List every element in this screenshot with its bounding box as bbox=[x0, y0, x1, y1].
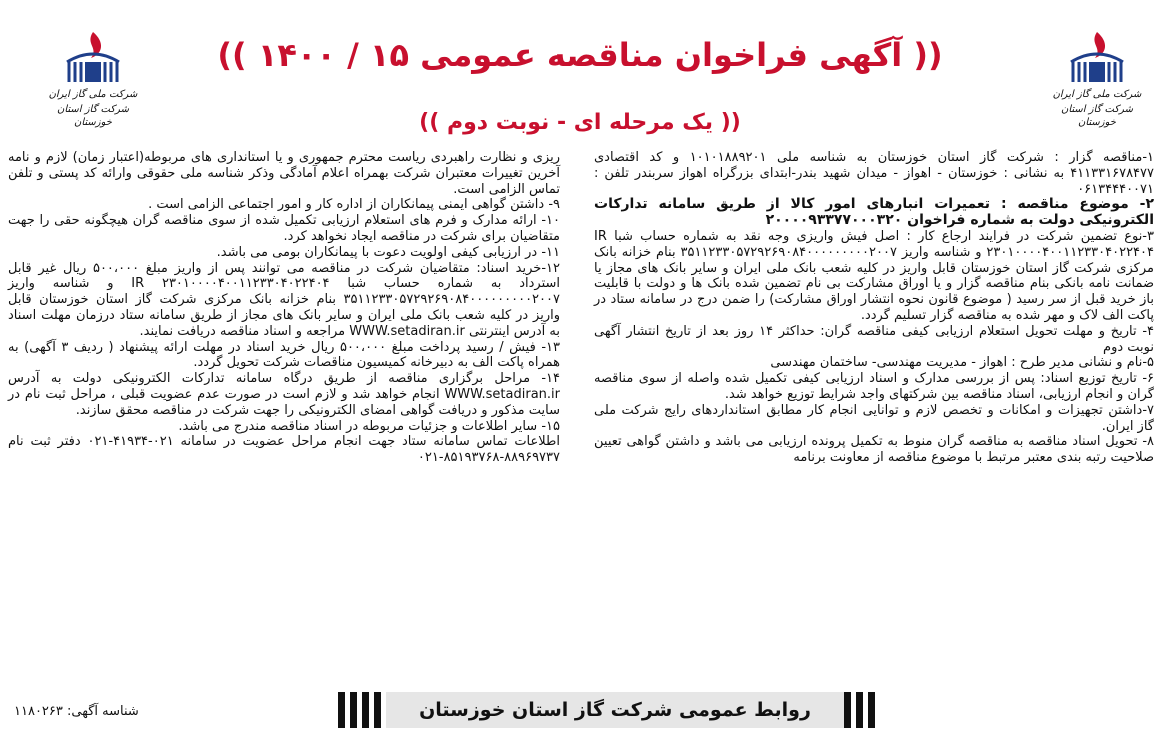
clause-9: ۹- داشتن گواهی ایمنی پیمانکاران از اداره کار و امور اجتماعی الزامی است . bbox=[148, 197, 560, 213]
footer-public-relations: روابط عمومی شرکت گاز استان خوزستان bbox=[419, 699, 811, 721]
clause-14: ۱۴- مراحل برگزاری مناقصه از طریق درگاه سامانه تدارکات الکترونیکی دولت به آدرس WWW.setadiran.ir انجام خواهد شد و لازم است در صورت عدم عضویت قبلی ، مراحل ثبت نام در سایت مذکور و دریافت گواهی امضای الکترونیکی را جهت شرکت در مناقصه محقق سازند. bbox=[8, 371, 560, 418]
clause-2: ۲- موضوع مناقصه : تعمیرات انبارهای امور کالا از طریق سامانه تدارکات الکترونیکی دولت به شماره فراخوان ۲۰۰۰۰۹۳۳۷۷۰۰۰۳۲۰ bbox=[594, 196, 1154, 229]
clause-12: ۱۲-خرید اسناد: متقاضیان شرکت در مناقصه می توانند پس از واریز مبلغ ۵۰۰،۰۰۰ ریال غیر قابل استرداد به شماره حساب شبا IR ۲۳۰۱۰۰۰۰۴۰۰۱۱۲۳۳۰۴۰۲۲۴۰۴ و شناسه واریز ۳۵۱۱۲۳۳۰۵۷۲۹۲۶۹۰۸۴۰۰۰۰۰۰۰۰۰۲۰۰۷ بنام خزانه بانک مرکزی شرکت گاز استان خوزستان قابل واریز در کلیه شعب بانک ملی ایران و سایر بانک های مجاز از طریق سامانه ستاد درزمان مهلت اسناد به آدرس اینترنتی WWW.setadiran.ir مراجعه و اسناد مناقصه دریافت نمایند. bbox=[8, 260, 561, 339]
contact-info: اطلاعات تماس سامانه ستاد جهت انجام مراحل عضویت در سامانه ۰۲۱-۴۱۹۳۴-۰۲۱ دفتر ثبت نام ۸۸۹۶۹۷۳۷-۸۵۱۹۳۷۶۸-۰۲۱ bbox=[8, 434, 560, 466]
right-column bbox=[594, 150, 1154, 466]
clause-13: ۱۳- فیش / رسید پرداخت مبلغ ۵۰۰،۰۰۰ ریال خرید اسناد در مهلت ارائه پیشنهاد ( ردیف ۳ آگهی) به همراه پاکت الف به دبیرخانه کمیسیون مناقصات شرکت تحویل گردد. bbox=[8, 339, 561, 371]
gas-flame-logo-icon bbox=[63, 28, 123, 86]
clause-8: ۸- تحویل اسناد مناقصه به مناقصه گران منوط به تکمیل پرونده ارزیابی می باشد و داشتن گواهی تعیین صلاحیت رتبه بندی معتبر مرتبط با موضوع مناقصه از معاونت برنامه bbox=[594, 434, 1154, 466]
notice-title: (( آگهی فراخوان مناقصه عمومی ۱۵ / ۱۴۰۰ )) bbox=[217, 36, 943, 74]
logo-line-2: شرکت گاز استان خوزستان bbox=[56, 104, 130, 128]
clause-1: ۱-مناقصه گزار : شرکت گاز استان خوزستان به شناسه ملی ۱۰۱۰۱۸۸۹۲۰۱ و کد اقتصادی ۴۱۱۳۳۱۶۷۸۴۷۷ به نشانی : خوزستان - اهواز - میدان شهید بندر-ابتدای بزرگراه اهواز سربندر تلفن : ۰۶۱۳۴۴۴۰۰۷۱ bbox=[594, 150, 1154, 197]
ad-code: شناسه آگهی: ۱۱۸۰۲۶۳ bbox=[14, 704, 139, 719]
left-column bbox=[8, 150, 560, 466]
company-logo-left bbox=[38, 28, 148, 129]
notice-subtitle: (( یک مرحله ای - نوبت دوم )) bbox=[419, 110, 741, 135]
clause-15: ۱۵- سایر اطلاعات و جزئیات مربوطه در اسناد مناقصه مندرج می باشد. bbox=[178, 418, 560, 434]
logo-line-2: شرکت گاز استان خوزستان bbox=[1060, 104, 1134, 128]
clause-7: ۷-داشتن تجهیزات و امکانات و تخصص لازم و توانایی انجام کار مطابق استانداردهای رایج شرکت ملی گاز ایران. bbox=[594, 402, 1154, 434]
gas-flame-logo-icon bbox=[1067, 28, 1127, 86]
clause-3: ۳-نوع تضمین شرکت در فرایند ارجاع کار : اصل فیش واریزی وجه نقد به شماره حساب شبا IR ۲۳۰۱۰۰۰۰۴۰۰۱۱۲۳۳۰۴۰۲۲۴۰۴ و شناسه واریز ۳۵۱۱۲۳۳۰۵۷۲۹۲۶۹۰۸۴۰۰۰۰۰۰۰۰۰۲۰۰۷ بنام خزانه بانک مرکزی شرکت گاز استان خوزستان قابل واریز در کلیه شعب بانک ملی ایران و سایر بانک های مجاز یا ضمانت نامه بانکی بنام مناقصه گزار و یا اوراق مشارکت بی نام تضمین شده بانک ها و دولت با قابلیت باز خرید قبل از سر رسید ( موضوع قانون نحوه انتشار اوراق مشارکت) را ضمن درج در سامانه ستاد در پاکت الف لاک و مهر شده به مناقصه گزار تسلیم گردد. bbox=[594, 228, 1154, 323]
logo-line-1: شرکت ملی گاز ایران bbox=[1052, 89, 1142, 100]
clause-11: ۱۱- در ارزیابی کیفی اولویت دعوت با پیمانکاران بومی می باشد. bbox=[216, 244, 560, 260]
clause-4: ۴- تاریخ و مهلت تحویل استعلام ارزیابی کیفی مناقصه گران: حداکثر ۱۴ روز بعد از تاریخ انتشار آگهی نوبت دوم bbox=[594, 323, 1154, 355]
clause-5: ۵-نام و نشانی مدیر طرح : اهواز - مدیریت مهندسی- ساختمان مهندسی bbox=[770, 355, 1154, 371]
clause-8-continued: ریزی و نظارت راهبردی ریاست محترم جمهوری و یا استانداری های مربوطه(اعتبار زمان) لازم و نامه آخرین تغییرات معتبران شرکت بهمراه اعلام آمادگی وذکر شناسه ملی حقوقی وارائه کد پستی و تلفن تماس الزامی است. bbox=[8, 150, 560, 197]
clause-6: ۶- تاریخ توزیع اسناد: پس از بررسی مدارک و اسناد ارزیابی کیفی تکمیل شده واصله از سوی مناقصه گران و انجام ارزیابی، اسناد مناقصه بین شرکتهای واجد شرایط توزیع خواهد شد. bbox=[594, 371, 1154, 402]
company-logo-right bbox=[1042, 28, 1152, 129]
clause-10: ۱۰- ارائه مدارک و فرم های استعلام ارزیابی تکمیل شده از سوی مناقصه گران هیچگونه حقی را جهت متقاضیان برای شرکت در مناقصه ایجاد نخواهد کرد. bbox=[8, 213, 560, 244]
logo-line-1: شرکت ملی گاز ایران bbox=[48, 89, 138, 100]
